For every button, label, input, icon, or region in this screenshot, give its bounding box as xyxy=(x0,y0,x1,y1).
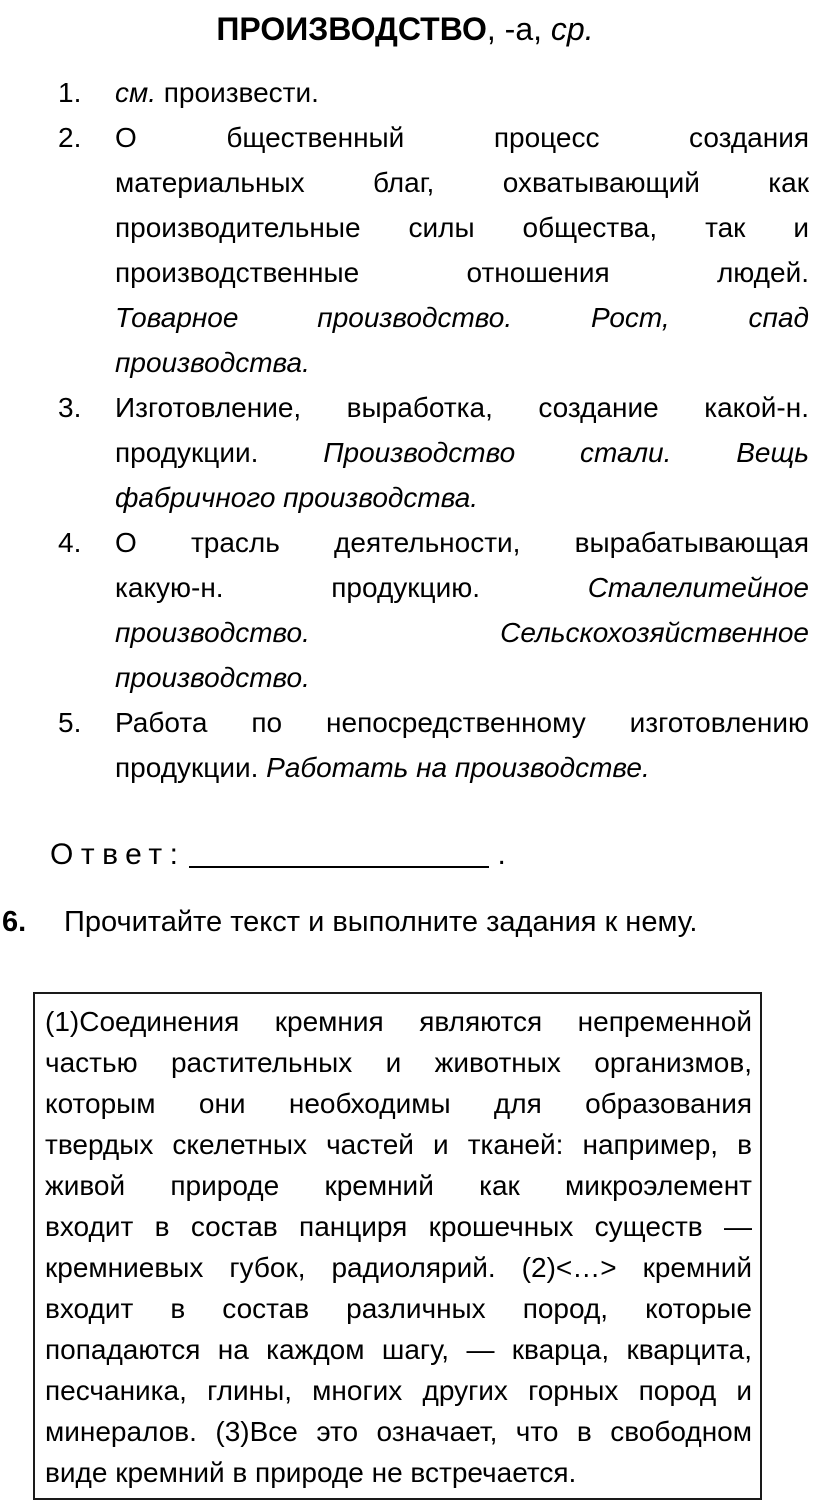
definition-number: 3. xyxy=(58,392,82,423)
text-segment: производственные отношения людей. xyxy=(115,257,809,288)
definition-line xyxy=(115,655,809,700)
definition-item xyxy=(58,70,809,115)
box-text-line: живой природе кремний как микроэлемент xyxy=(45,1170,752,1201)
italic-text-segment: Сталелитейное xyxy=(587,572,809,603)
box-text-line: виде кремний в природе не встречается. xyxy=(45,1457,577,1488)
box-text-line: кремниевых губок, радиолярий. (2)<…> кремний xyxy=(45,1252,752,1283)
answer-row xyxy=(50,832,816,878)
definition-body xyxy=(115,385,809,520)
entry-title xyxy=(0,8,810,50)
definition-line xyxy=(115,430,809,475)
answer-period: . xyxy=(497,838,506,871)
definition-line xyxy=(115,205,809,250)
text-segment: производительные силы общества, так и xyxy=(115,212,809,243)
italic-text-segment: производство. Сельскохозяйственное xyxy=(115,617,809,648)
italic-text-segment: производство. xyxy=(115,662,310,693)
text-segment: произвести. xyxy=(163,77,319,108)
definition-line xyxy=(115,250,809,295)
definition-line xyxy=(115,295,809,340)
definition-body xyxy=(115,520,809,700)
definition-number: 4. xyxy=(58,527,82,558)
task-6-instruction: Прочитайте текст и выполните задания к нему. xyxy=(64,906,698,938)
task-6-number: 6. xyxy=(2,906,27,938)
entry-grammar-forms: , -а, xyxy=(486,11,551,47)
definition-item xyxy=(58,385,809,520)
text-segment: Изготовление, выработка, создание какой-н. xyxy=(115,392,809,423)
box-text-line: попадаются на каждом шагу, — кварца, кварцита, xyxy=(45,1334,752,1365)
definition-item xyxy=(58,520,809,700)
text-segment: О бщественный процесс создания xyxy=(115,122,809,153)
entry-headword: ПРОИЗВОДСТВО xyxy=(216,11,487,47)
italic-text-segment: Производство стали. Вещь xyxy=(323,437,809,468)
text-segment: О трасль деятельности, вырабатывающая xyxy=(115,527,809,558)
text-segment: Работа по непосредственному изготовлению xyxy=(115,707,809,738)
italic-text-segment: Товарное производство. Рост, спад xyxy=(115,302,809,333)
definition-item xyxy=(58,115,809,385)
box-text-line: входит в состав различных пород, которые xyxy=(45,1293,752,1324)
definition-number: 5. xyxy=(58,707,82,738)
text-segment: продукции. xyxy=(115,437,259,468)
box-text-line: входит в состав панциря крошечных существ — xyxy=(45,1211,752,1242)
answer-label: Ответ: xyxy=(50,838,186,871)
italic-text-segment: Работать на производстве. xyxy=(266,752,650,783)
definition-line xyxy=(115,70,809,115)
definition-line xyxy=(115,115,809,160)
text-segment: материальных благ, охватывающий как xyxy=(115,167,809,198)
definition-line xyxy=(115,700,809,745)
box-text-line: твердых скелетных частей и тканей: например, в xyxy=(45,1129,752,1160)
answer-blank-line xyxy=(189,866,489,868)
entry-gender-label: ср. xyxy=(550,11,594,47)
definition-line xyxy=(115,565,809,610)
definition-item xyxy=(58,700,809,790)
definition-line xyxy=(115,385,809,430)
text-segment: какую-н. продукцию. xyxy=(115,572,480,603)
definition-line xyxy=(115,340,809,385)
box-text-line: которым они необходимы для образования xyxy=(45,1088,752,1119)
italic-text-segment: фабричного производства. xyxy=(115,482,479,513)
definition-line xyxy=(115,160,809,205)
definition-line xyxy=(115,610,809,655)
definition-number: 1. xyxy=(58,77,82,108)
definition-line xyxy=(115,745,809,790)
italic-text-segment: производства. xyxy=(115,347,310,378)
definition-body xyxy=(115,70,809,115)
definition-line xyxy=(115,475,809,520)
box-text-line: (1)Соединения кремния являются непременной xyxy=(45,1006,752,1037)
box-text-line: минералов. (3)Все это означает, что в свободном xyxy=(45,1416,752,1447)
task-6-row xyxy=(2,900,809,945)
reading-text-box xyxy=(33,992,762,1500)
box-text-line: песчаника, глины, многих других горных пород и xyxy=(45,1375,752,1406)
definition-list xyxy=(58,70,809,790)
definition-number: 2. xyxy=(58,122,82,153)
text-segment: продукции. xyxy=(115,752,259,783)
italic-text-segment: см. xyxy=(115,77,156,108)
definition-body xyxy=(115,700,809,790)
definition-body xyxy=(115,115,809,385)
definition-line xyxy=(115,520,809,565)
box-text-line: частью растительных и животных организмов, xyxy=(45,1047,752,1078)
